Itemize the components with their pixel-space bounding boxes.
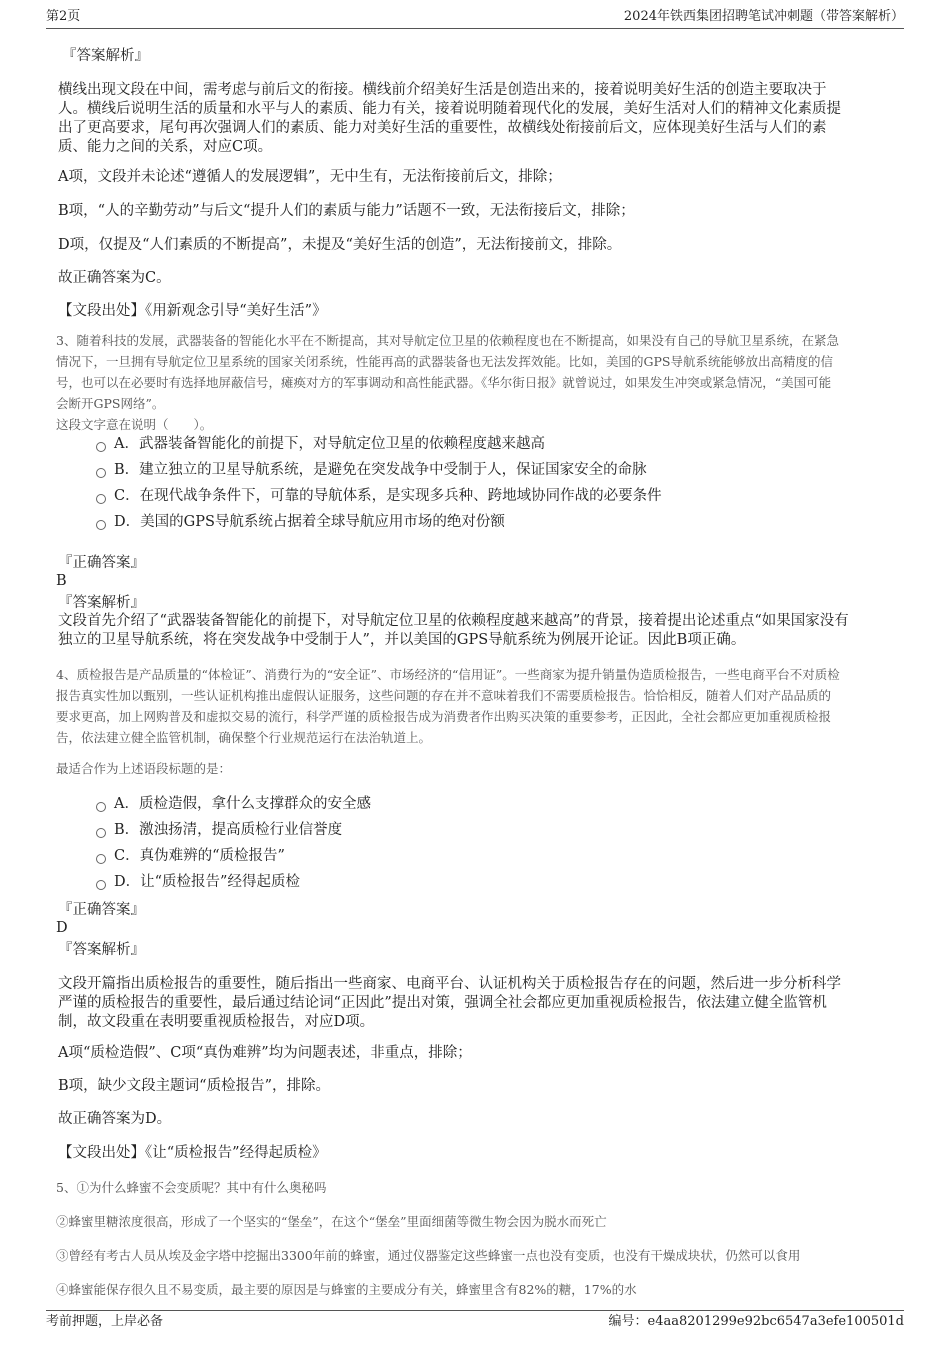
option-b-analysis: B项，“人的辛勤劳动”与后文“提升人们的素质与能力”话题不一致，无法衔接后文，排除；: [58, 203, 635, 219]
paragraph-line: 制，故文段重在表明要重视质检报告，对应D项。: [58, 1014, 375, 1030]
option-label: C．真伪难辨的“质检报告”: [114, 848, 285, 864]
option-label: A．武器装备智能化的前提下，对导航定位卫星的依赖程度越来越高: [114, 436, 545, 452]
paragraph-line: 人。横线后说明生活的质量和水平与人的素质、能力有关，接着说明随着现代化的发展，美好生活对人们的精神文化素质提: [58, 101, 841, 117]
option-label: B．建立独立的卫星导航系统，是避免在突发战争中受制于人，保证国家安全的命脉: [114, 462, 647, 478]
correct-answer-value: B: [56, 573, 67, 589]
question-prompt: 最适合作为上述语段标题的是：: [56, 761, 232, 776]
correct-answer-value: D: [56, 920, 68, 936]
radio-button-icon[interactable]: [96, 520, 106, 530]
paragraph-line: 告，依法建立健全监管机制，确保整个行业规范运行在法治轨道上。: [56, 730, 432, 745]
option-analysis: A项“质检造假”、C项“真伪难辨”均为问题表述，非重点，排除；: [58, 1045, 472, 1061]
page-header: [46, 6, 904, 29]
radio-button-icon[interactable]: [96, 468, 106, 478]
option-label: C．在现代战争条件下，可靠的导航体系，是实现多兵种、跨地域协同作战的必要条件: [114, 488, 662, 504]
radio-button-icon[interactable]: [96, 854, 106, 864]
paragraph-line: 文段开篇指出质检报告的重要性，随后指出一些商家、电商平台、认证机构关于质检报告存在的问题，然后进一步分析科学: [58, 976, 841, 992]
option-label: B．激浊扬清，提高质检行业信誉度: [114, 822, 343, 838]
question-4-stem: [56, 664, 840, 748]
source-citation: 【文段出处】《用新观念引导“美好生活”》: [58, 303, 327, 319]
question-prompt: 这段文字意在说明（ ）。: [56, 417, 213, 432]
question-5-stem: 5、①为什么蜂蜜不会变质呢？其中有什么奥秘吗: [56, 1180, 327, 1195]
question-3-stem: [56, 330, 839, 435]
answer-conclusion: 故正确答案为C。: [58, 270, 171, 286]
option-a-analysis: A项，文段并未论述“遵循人的发展逻辑”，无中生有，无法衔接前后文，排除；: [58, 169, 562, 185]
source-citation: 【文段出处】《让“质检报告”经得起质检》: [58, 1145, 327, 1161]
paragraph-line: 质、能力之间的关系，对应C项。: [58, 139, 273, 155]
radio-button-icon[interactable]: [96, 880, 106, 890]
analysis-paragraph: [58, 612, 849, 650]
analysis-paragraph: [58, 975, 841, 1032]
answer-analysis-heading: 『答案解析』: [58, 595, 145, 611]
sentence-2: ②蜂蜜里糖浓度很高，形成了一个坚实的“堡垒”，在这个“堡垒”里面细菌等微生物会因为脱水而死亡: [56, 1214, 607, 1229]
paragraph-line: 3、随着科技的发展，武器装备的智能化水平在不断提高，其对导航定位卫星的依赖程度也在不断提高，如果没有自己的导航卫星系统，在紧急: [56, 333, 839, 348]
option-label: D．让“质检报告”经得起质检: [114, 874, 300, 890]
paragraph-line: 要求更高，加上网购普及和虚拟交易的流行，科学严谨的质检报告成为消费者作出购买决策的重要参考，正因此，全社会都应更加重视质检报: [56, 709, 832, 724]
radio-button-icon[interactable]: [96, 442, 106, 452]
option-d-analysis: D项，仅提及“人们素质的不断提高”，未提及“美好生活的创造”，无法衔接前文，排除。: [58, 237, 622, 253]
sentence-3: ③曾经有考古人员从埃及金字塔中挖掘出3300年前的蜂蜜，通过仪器鉴定这些蜂蜜一点也没有变质，也没有干燥成块状，仍然可以食用: [56, 1248, 801, 1263]
paragraph-line: 文段首先介绍了“武器装备智能化的前提下，对导航定位卫星的依赖程度越来越高”的背景，接着提出论述重点“如果国家没有: [58, 613, 849, 629]
option-label: A．质检造假，拿什么支撑群众的安全感: [114, 796, 371, 812]
footer-slogan: 考前押题，上岸必备: [46, 1314, 164, 1329]
paragraph-line: 会断开GPS网络”。: [56, 396, 165, 411]
radio-button-icon[interactable]: [96, 828, 106, 838]
paragraph-line: 严谨的质检报告的重要性，最后通过结论词“正因此”提出对策，强调全社会都应更加重视质检报告，依法建立健全监管机: [58, 995, 827, 1011]
paragraph-line: 出了更高要求，尾句再次强调人们的素质、能力对美好生活的重要性，故横线处衔接前后文，应体现美好生活与人们的素: [58, 120, 827, 136]
option-b-analysis: B项，缺少文段主题词“质检报告”，排除。: [58, 1078, 330, 1094]
analysis-paragraph: [58, 81, 841, 157]
radio-button-icon[interactable]: [96, 802, 106, 812]
sentence-4: ④蜂蜜能保存很久且不易变质，最主要的原因是与蜂蜜的主要成分有关，蜂蜜里含有82%的糖，17%的水: [56, 1282, 637, 1297]
paragraph-line: 4、质检报告是产品质量的“体检证”、消费行为的“安全证”、市场经济的“信用证”。一些商家为提升销量伪造质检报告，一些电商平台不对质检: [56, 667, 840, 682]
correct-answer-heading: 『正确答案』: [58, 555, 145, 571]
answer-analysis-heading: 『答案解析』: [58, 942, 145, 958]
answer-analysis-heading: 『答案解析』: [62, 48, 149, 64]
radio-button-icon[interactable]: [96, 494, 106, 504]
paragraph-line: 报告真实性加以甄别，一些认证机构推出虚假认证服务，这些问题的存在并不意味着我们不需要质检报告。恰恰相反，随着人们对产品品质的: [56, 688, 832, 703]
page-number: 第2页: [46, 9, 81, 24]
paragraph-line: 号，也可以在必要时有选择地屏蔽信号，瘫痪对方的军事调动和高性能武器。《华尔街日报》就曾说过，如果发生冲突或紧急情况，“美国可能: [56, 375, 832, 390]
page-footer: [46, 1310, 904, 1333]
paragraph-line: 横线出现文段在中间，需考虑与前后文的衔接。横线前介绍美好生活是创造出来的，接着说明美好生活的创造主要取决于: [58, 82, 827, 98]
correct-answer-heading: 『正确答案』: [58, 902, 145, 918]
paragraph-line: 独立的卫星导航系统，将在突发战争中受制于人”，并以美国的GPS导航系统为例展开论证。因此B项正确。: [58, 632, 746, 648]
paragraph-line: 情况下，一旦拥有导航定位卫星系统的国家关闭系统，性能再高的武器装备也无法发挥效能。比如，美国的GPS导航系统能够放出高精度的信: [56, 354, 833, 369]
document-title: 2024年铁西集团招聘笔试冲刺题（带答案解析）: [623, 9, 904, 24]
answer-conclusion: 故正确答案为D。: [58, 1111, 172, 1127]
option-label: D．美国的GPS导航系统占据着全球导航应用市场的绝对份额: [114, 514, 505, 530]
document-code: 编号：e4aa8201299e92bc6547a3efe100501d: [608, 1314, 904, 1329]
